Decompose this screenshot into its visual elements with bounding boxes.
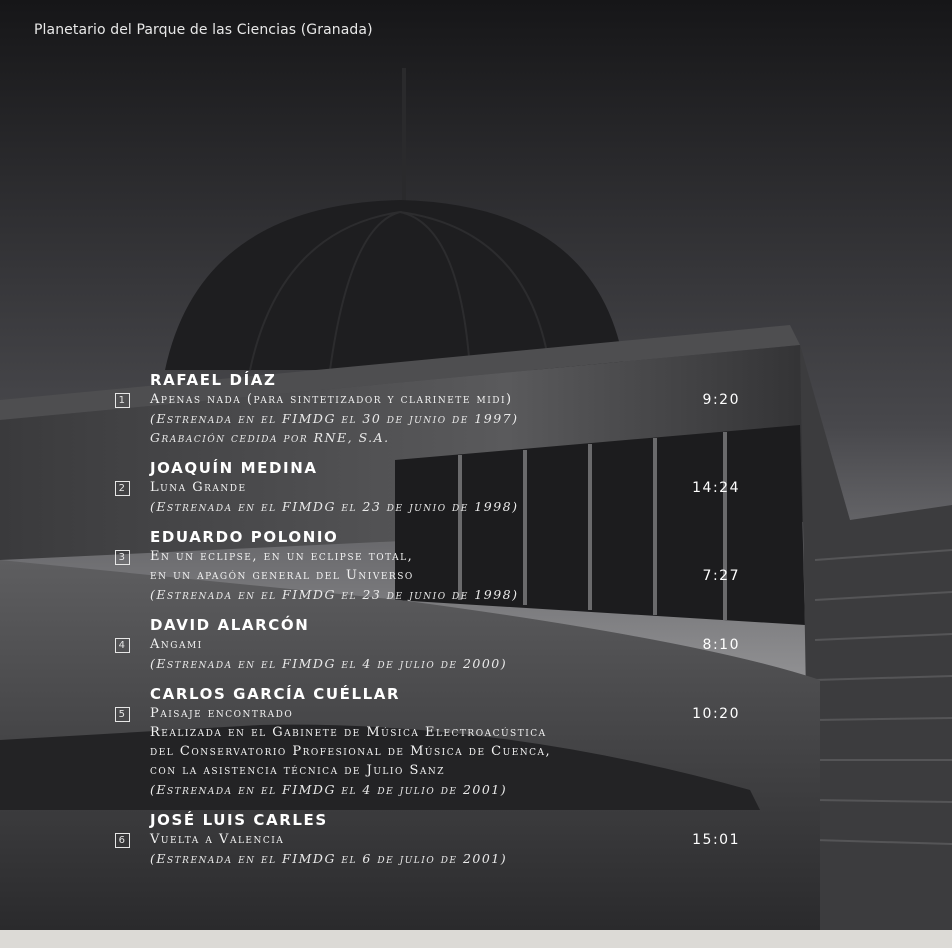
track-list <box>112 370 752 879</box>
track-5 <box>112 684 752 799</box>
track-duration: 10:20 <box>692 706 740 722</box>
production-detail: con la asistencia técnica de Julio Sanz <box>150 763 445 778</box>
track-number: 2 <box>115 481 130 496</box>
track-title-line <box>118 830 752 849</box>
track-duration: 14:24 <box>692 480 740 496</box>
track-number: 6 <box>115 833 130 848</box>
composer-name: JOAQUÍN MEDINA <box>150 459 318 477</box>
track-title: Angami <box>150 637 203 652</box>
composer-name: CARLOS GARCÍA CUÉLLAR <box>150 685 401 703</box>
track-title: Paisaje encontrado <box>150 706 294 721</box>
track-duration: 9:20 <box>702 392 740 408</box>
production-detail: Realizada en el Gabinete de Música Electroacústica <box>150 725 547 740</box>
track-title-line <box>118 547 752 566</box>
track-number: 3 <box>115 550 130 565</box>
composer-name: RAFAEL DÍAZ <box>150 371 277 389</box>
recording-credit: Grabación cedida por RNE, S.A. <box>150 430 390 445</box>
track-2 <box>112 458 752 516</box>
track-title: Vuelta a Valencia <box>150 832 285 847</box>
track-number: 1 <box>115 393 130 408</box>
premiere-note: (Estrenada en el FIMDG el 30 de junio de 1997) <box>150 411 519 426</box>
track-title: En un eclipse, en un eclipse total, <box>150 549 414 564</box>
track-duration: 15:01 <box>692 832 740 848</box>
track-duration: 7:27 <box>702 568 740 584</box>
composer-name: EDUARDO POLONIO <box>150 528 339 546</box>
track-title-line-2: en un apagón general del Universo <box>150 568 414 583</box>
premiere-note: (Estrenada en el FIMDG el 23 de junio de 1998) <box>150 587 519 602</box>
photo-caption: Planetario del Parque de las Ciencias (Granada) <box>34 22 373 38</box>
track-number: 5 <box>115 707 130 722</box>
production-detail: del Conservatorio Profesional de Música de Cuenca, <box>150 744 552 759</box>
composer-name: DAVID ALARCÓN <box>150 616 310 634</box>
track-6 <box>112 810 752 868</box>
track-title-line <box>118 635 752 654</box>
track-title-line <box>118 704 752 723</box>
track-title: Luna Grande <box>150 480 247 495</box>
track-title-line <box>118 390 752 409</box>
composer-name: JOSÉ LUIS CARLES <box>150 811 328 829</box>
track-1 <box>112 370 752 447</box>
track-title: Apenas nada (para sintetizador y clarinete midi) <box>150 392 513 407</box>
premiere-note: (Estrenada en el FIMDG el 23 de junio de 1998) <box>150 499 519 514</box>
track-4 <box>112 615 752 673</box>
premiere-note: (Estrenada en el FIMDG el 4 de julio de 2000) <box>150 656 508 671</box>
track-3 <box>112 527 752 604</box>
track-number: 4 <box>115 638 130 653</box>
premiere-note: (Estrenada en el FIMDG el 6 de julio de 2001) <box>150 851 508 866</box>
premiere-note: (Estrenada en el FIMDG el 4 de julio de 2001) <box>150 782 508 797</box>
track-title-line <box>118 478 752 497</box>
track-duration: 8:10 <box>702 637 740 653</box>
